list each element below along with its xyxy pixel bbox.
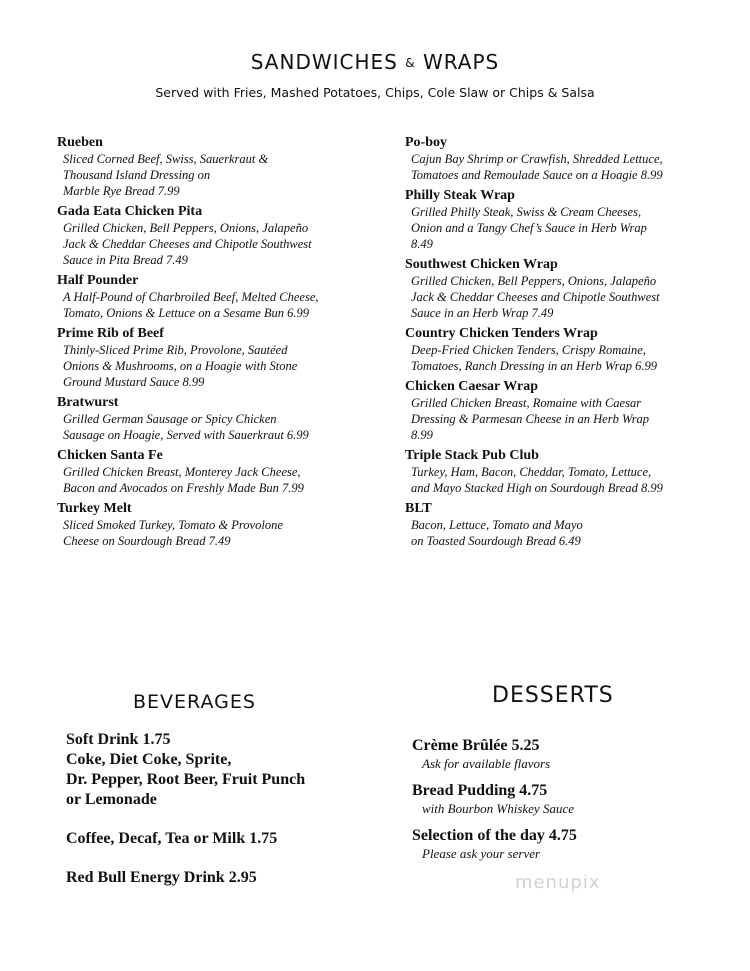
item-description: Grilled Chicken Breast, Romaine with Caesar Dressing & Parmesan Cheese in an Herb Wrap 8.99: [411, 396, 650, 442]
item-description: Grilled Chicken, Bell Peppers, Onions, Jalapeño Jack & Cheddar Cheeses and Chipotle Southwest Sauce in Pita Bread 7.49: [63, 221, 312, 267]
item-name: Po-boy: [405, 135, 447, 150]
beverage-line: Coffee, Decaf, Tea or Milk 1.75: [66, 830, 278, 847]
right-sandwich-column: [405, 134, 705, 553]
item-name: Gada Eata Chicken Pita: [57, 204, 203, 219]
dessert-description: Ask for available flavors: [422, 756, 551, 771]
dessert-item: [412, 736, 712, 772]
menu-item: [57, 203, 377, 268]
item-description: Cajun Bay Shrimp or Crawfish, Shredded Lettuce, Tomatoes and Remoulade Sauce on a Hoagie 8.99: [411, 152, 663, 182]
left-sandwich-column: [57, 134, 377, 553]
item-description: Grilled German Sausage or Spicy Chicken Sausage on Hoagie, Served with Sauerkraut 6.99: [63, 412, 309, 442]
item-description: Grilled Philly Steak, Swiss & Cream Cheeses, Onion and a Tangy Chef’s Sauce in Herb Wrap 8.49: [411, 205, 647, 251]
menu-item: [57, 500, 377, 549]
menu-item: [405, 378, 705, 443]
beverage-line: or Lemonade: [66, 791, 157, 808]
item-name: Rueben: [57, 135, 103, 150]
menu-title: [0, 50, 750, 74]
item-description: Deep-Fried Chicken Tenders, Crispy Romaine, Tomatoes, Ranch Dressing in an Herb Wrap 6.99: [411, 343, 657, 373]
dessert-item: [412, 781, 712, 817]
menu-subtitle: Served with Fries, Mashed Potatoes, Chips, Cole Slaw or Chips & Salsa: [155, 85, 595, 100]
item-description: Bacon, Lettuce, Tomato and Mayo on Toasted Sourdough Bread 6.49: [411, 518, 583, 548]
item-name: Prime Rib of Beef: [57, 326, 164, 341]
watermark-logo: menupix: [515, 872, 601, 893]
dessert-description: Please ask your server: [422, 846, 541, 861]
menu-item: [405, 500, 705, 549]
menu-title-part1: SANDWICHES: [250, 50, 398, 74]
desserts-list: [412, 736, 712, 871]
desserts-title: DESSERTS: [492, 683, 614, 708]
item-name: Southwest Chicken Wrap: [405, 257, 558, 272]
item-name: Triple Stack Pub Club: [405, 448, 539, 463]
dessert-name: Crème Brûlée 5.25: [412, 737, 540, 754]
beverages-list: [66, 730, 366, 888]
item-name: Country Chicken Tenders Wrap: [405, 326, 598, 341]
spacer: [66, 810, 366, 829]
menu-item: [57, 325, 377, 390]
spacer: [66, 849, 366, 868]
item-description: Grilled Chicken Breast, Monterey Jack Cheese, Bacon and Avocados on Freshly Made Bun 7.99: [63, 465, 304, 495]
menu-item: [405, 134, 705, 183]
item-description: A Half-Pound of Charbroiled Beef, Melted Cheese, Tomato, Onions & Lettuce on a Sesame Bun 6.99: [63, 290, 319, 320]
item-description: Sliced Smoked Turkey, Tomato & Provolone Cheese on Sourdough Bread 7.49: [63, 518, 283, 548]
menu-item: [57, 447, 377, 496]
menu-item: [57, 134, 377, 199]
dessert-name: Bread Pudding 4.75: [412, 782, 548, 799]
menu-item: [405, 325, 705, 374]
beverage-line: Soft Drink 1.75: [66, 731, 171, 748]
menu-item: [405, 447, 705, 496]
item-description: Grilled Chicken, Bell Peppers, Onions, Jalapeño Jack & Cheddar Cheeses and Chipotle Southwest Sauce in an Herb Wrap 7.49: [411, 274, 660, 320]
beverage-line: Coke, Diet Coke, Sprite,: [66, 751, 232, 768]
item-name: Turkey Melt: [57, 501, 132, 516]
dessert-description: with Bourbon Whiskey Sauce: [422, 801, 574, 816]
item-description: Sliced Corned Beef, Swiss, Sauerkraut & Thousand Island Dressing on Marble Rye Bread 7.99: [63, 152, 269, 198]
beverage-line: Red Bull Energy Drink 2.95: [66, 869, 257, 886]
dessert-name: Selection of the day 4.75: [412, 827, 577, 844]
item-name: Chicken Santa Fe: [57, 448, 163, 463]
item-name: BLT: [405, 501, 432, 516]
item-description: Turkey, Ham, Bacon, Cheddar, Tomato, Lettuce, and Mayo Stacked High on Sourdough Bread 8.99: [411, 465, 663, 495]
beverage-line: Dr. Pepper, Root Beer, Fruit Punch: [66, 771, 306, 788]
menu-title-part2: WRAPS: [422, 50, 500, 74]
item-name: Half Pounder: [57, 273, 139, 288]
item-description: Thinly-Sliced Prime Rib, Provolone, Sautéed Onions & Mushrooms, on a Hoagie with Stone Ground Mustard Sauce 8.99: [63, 343, 298, 389]
dessert-item: [412, 826, 712, 862]
menu-item: [57, 394, 377, 443]
beverages-title: BEVERAGES: [133, 691, 256, 713]
menu-title-ampersand: &: [405, 56, 416, 70]
item-name: Philly Steak Wrap: [405, 188, 515, 203]
menu-item: [405, 256, 705, 321]
menu-item: [57, 272, 377, 321]
item-name: Bratwurst: [57, 395, 119, 410]
item-name: Chicken Caesar Wrap: [405, 379, 539, 394]
menu-item: [405, 187, 705, 252]
